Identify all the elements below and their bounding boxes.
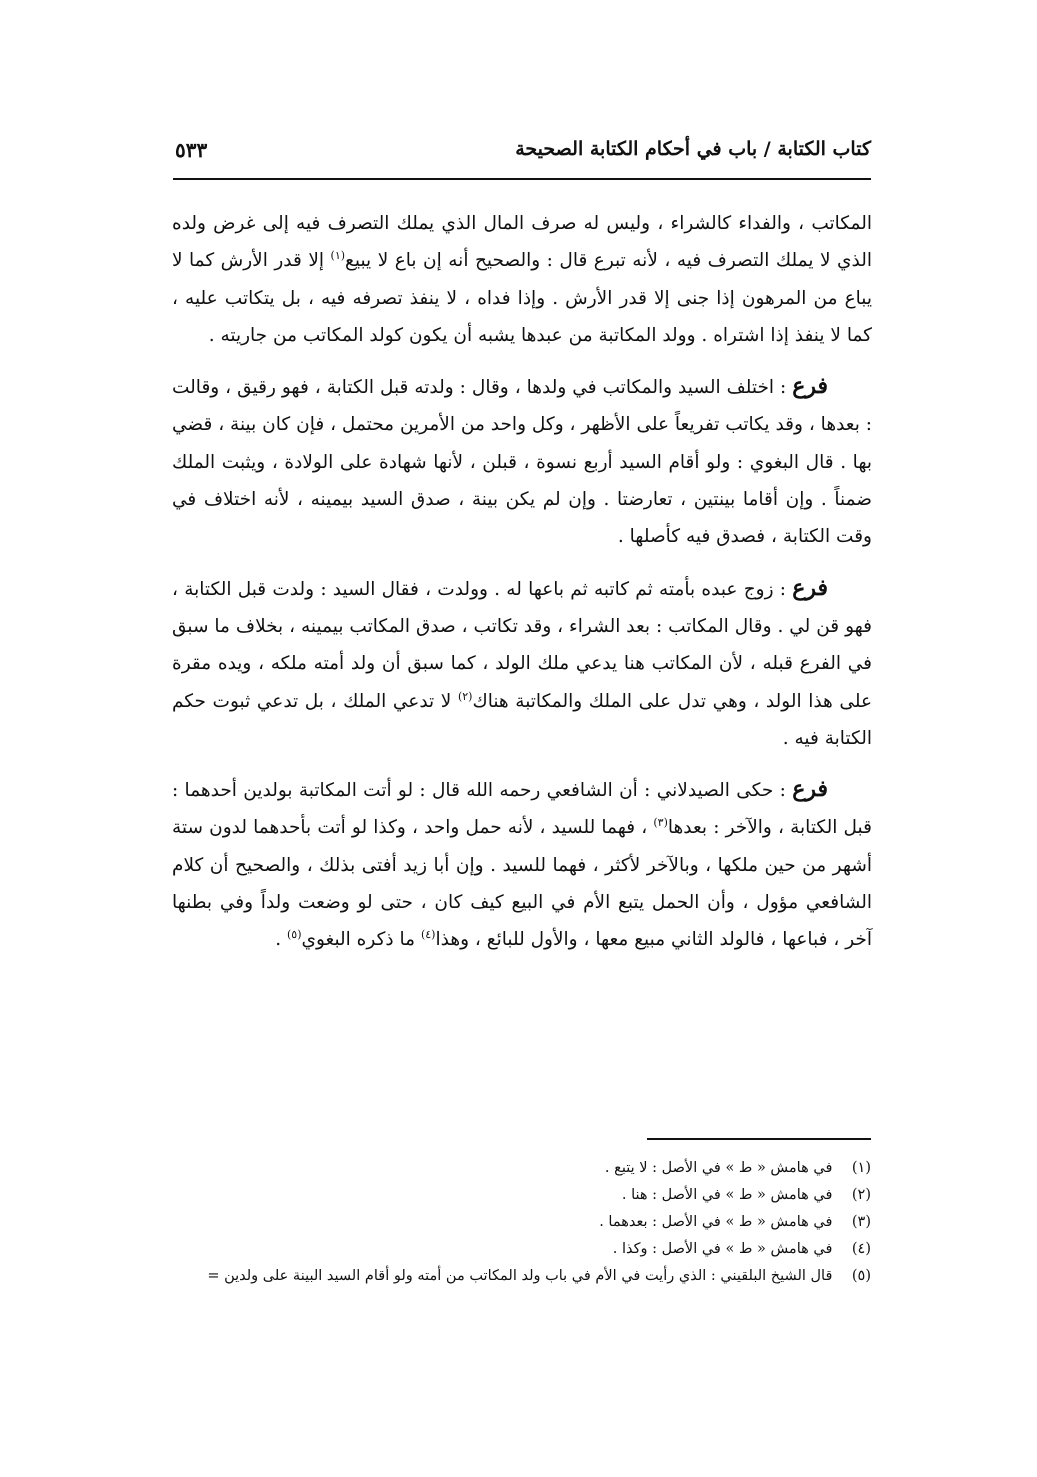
footnote-number: (٢) (851, 1187, 871, 1203)
paragraph-text: المكاتب ، والفداء كالشراء ، وليس له صرف المال الذي يملك التصرف فيه إلى غرض ولده الذي لا يملك التصرف فيه ، لأنه تبرع قال : والصحيح أنه إن باع لا يبيع (172, 213, 872, 272)
page-number: ٥٣٣ (175, 138, 208, 162)
footnote-3 (168, 1209, 871, 1236)
main-text (172, 205, 872, 973)
header-rule (173, 178, 871, 180)
far-heading: فرع (792, 574, 828, 601)
footnote-marker-4: (٤) (420, 928, 436, 942)
footnote-number: (٤) (851, 1241, 871, 1257)
footnote-marker-1: (١) (330, 249, 346, 263)
footnote-5 (168, 1263, 871, 1290)
paragraph-text: . (275, 929, 287, 951)
footnote-4 (168, 1236, 871, 1263)
footnotes (168, 1155, 871, 1290)
paragraph-text: إلا قدر الأرش كما لا يباع من المرهون إذا جنى إلا قدر الأرش . وإذا فداه ، لا ينفذ تصرفه فيه ، بل يتكاتب عليه ، كما لا ينفذ إذا اشتراه . وولد المكاتبة من عبدها يشبه أن يكون كولد المكاتب من جاريته . (172, 250, 872, 346)
paragraph-2 (172, 368, 872, 555)
footnote-text: في هامش « ط » في الأصل : هنا . (621, 1187, 833, 1203)
footnote-number: (٣) (851, 1214, 871, 1230)
paragraph-4 (172, 771, 872, 958)
footnote-rule (647, 1138, 871, 1140)
footnote-text: في هامش « ط » في الأصل : وكذا . (612, 1241, 833, 1257)
paragraph-text: : حكى الصيدلاني : أن الشافعي رحمه الله قال : لو أتت المكاتبة بولدين أحدهما : قبل الكتابة ، والآخر : بعدها (172, 780, 872, 839)
footnote-2 (168, 1182, 871, 1209)
footnote-marker-5: (٥) (286, 928, 302, 942)
paragraph-text: : اختلف السيد والمكاتب في ولدها ، وقال : ولدته قبل الكتابة ، فهو رقيق ، وقالت : بعدها ، وقد يكاتب تفريعاً على الأظهر ، وكل واحد من الأمرين محتمل ، فإن كان بينة ، قضي بها . قال البغوي : ولو أقام السيد أربع نسوة ، قبلن ، لأنها شهادة على الولادة ، ويثبت الملك ضمناً . وإن أقاما بينتين ، تعارضتا . وإن لم يكن بينة ، صدق السيد بيمينه ، لأنه اختلاف في وقت الكتابة ، فصدق فيه كأصلها . (172, 377, 872, 548)
far-heading: فرع (792, 776, 828, 803)
footnote-marker-3: (٣) (653, 816, 668, 830)
far-heading: فرع (792, 373, 828, 400)
paragraph-1 (172, 205, 872, 354)
footnote-1 (168, 1155, 871, 1182)
footnote-text: قال الشيخ البلقيني : الذي رأيت في الأم في باب ولد المكاتب من أمته ولو أقام السيد البينة على ولدين = (207, 1268, 833, 1284)
page-header (175, 138, 871, 174)
paragraph-text: ما ذكره البغوي (301, 929, 421, 951)
footnote-text: في هامش « ط » في الأصل : لا يتبع . (604, 1160, 833, 1176)
running-title: كتاب الكتابة / باب في أحكام الكتابة الصحيحة (515, 138, 871, 160)
paragraph-text: لا تدعي الملك ، بل تدعي ثبوت حكم الكتابة فيه . (172, 690, 872, 749)
paragraph-3 (172, 570, 872, 757)
footnote-text: في هامش « ط » في الأصل : بعدهما . (599, 1214, 833, 1230)
footnote-marker-2: (٢) (457, 689, 473, 703)
footnote-number: (١) (851, 1160, 871, 1176)
footnote-number: (٥) (851, 1268, 871, 1284)
paragraph-text: : زوج عبده بأمته ثم كاتبه ثم باعها له . وولدت ، فقال السيد : ولدت قبل الكتابة ، فهو قن لي . وقال المكاتب : بعد الشراء ، وقد تكاتب ، صدق المكاتب بيمينه ، بخلاف ما سبق في الفرع قبله ، لأن المكاتب هنا يدعي ملك الولد ، كما سبق أن ولد أمته ملكه ، ويده مقرة على هذا الولد ، وهي تدل على الملك والمكاتبة هناك (172, 578, 872, 712)
paragraph-text: ، فهما للسيد ، لأنه حمل واحد ، وكذا لو أتت بأحدهما لدون ستة أشهر من حين ملكها ، وبالآخر لأكثر ، فهما للسيد . وإن أبا زيد أفتى بذلك ، والصحيح أن كلام الشافعي مؤول ، وأن الحمل يتبع الأم في البيع كيف كان ، حتى لو وضعت ولداً وفي بطنها آخر ، فباعها ، فالولد الثاني مبيع معها ، والأول للبائع ، وهذا (172, 817, 872, 951)
